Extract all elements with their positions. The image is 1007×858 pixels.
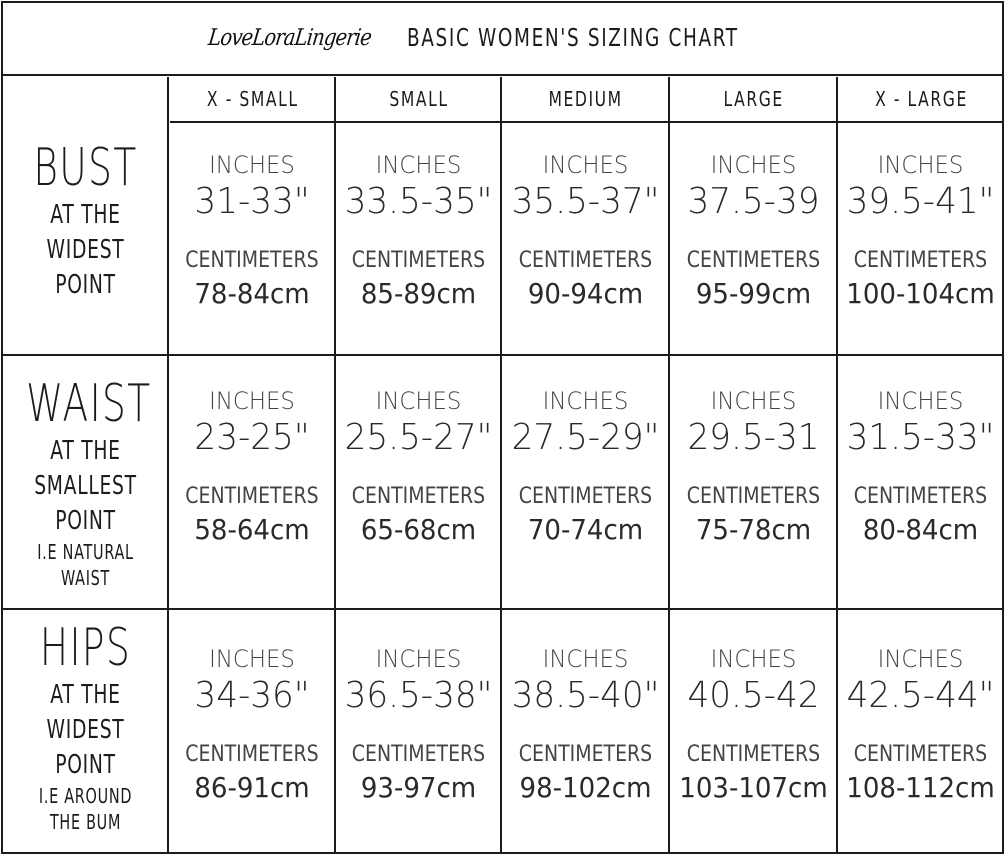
row-name: BUST — [33, 138, 138, 198]
size-cell — [838, 386, 1003, 548]
inches-value: 31-33" — [194, 181, 310, 222]
centimeters-value: 86-91cm — [194, 771, 310, 804]
centimeters-label: CENTIMETERS — [686, 248, 821, 273]
inches-value: 33.5-35" — [344, 181, 493, 222]
centimeters-label: CENTIMETERS — [185, 742, 319, 767]
size-cell — [502, 386, 669, 548]
size-cell — [169, 150, 335, 312]
row-desc: AT THE — [50, 200, 121, 230]
inches-label: INCHES — [375, 645, 462, 673]
row-desc: AT THE — [50, 680, 121, 710]
inches-value: 38.5-40" — [511, 675, 660, 716]
row-note: I.E NATURAL — [37, 540, 134, 564]
row-desc: AT THE — [50, 436, 121, 466]
inches-value: 35.5-37" — [511, 181, 660, 222]
row-desc: POINT — [55, 750, 116, 780]
inches-value: 42.5-44" — [846, 675, 995, 716]
centimeters-label: CENTIMETERS — [686, 742, 821, 767]
row-note: I.E AROUND — [38, 784, 133, 808]
chart-title: BASIC WOMEN'S SIZING CHART — [406, 23, 739, 52]
inches-label: INCHES — [710, 387, 797, 415]
inches-value: 25.5-27" — [344, 417, 493, 458]
centimeters-value: 70-74cm — [527, 513, 644, 546]
centimeters-value: 78-84cm — [194, 277, 310, 310]
size-cell — [336, 386, 501, 548]
centimeters-value: 93-97cm — [360, 771, 477, 804]
inches-label: INCHES — [877, 645, 964, 673]
row-note: THE BUM — [49, 810, 122, 834]
centimeters-value: 95-99cm — [695, 277, 812, 310]
row-label-bust — [3, 138, 168, 303]
inches-value: 29.5-31 — [687, 417, 820, 458]
inches-value: 39.5-41" — [846, 181, 995, 222]
inches-value: 34-36" — [194, 675, 310, 716]
title-row — [1, 1, 1004, 76]
size-cell — [169, 644, 335, 806]
centimeters-value: 90-94cm — [527, 277, 644, 310]
centimeters-value: 75-78cm — [695, 513, 812, 546]
centimeters-value: 65-68cm — [360, 513, 477, 546]
centimeters-label: CENTIMETERS — [853, 742, 988, 767]
centimeters-label: CENTIMETERS — [351, 484, 486, 509]
size-cell — [670, 150, 837, 312]
row-label-waist — [3, 374, 168, 591]
row-desc: WIDEST — [46, 235, 125, 265]
centimeters-value: 100-104cm — [846, 277, 995, 310]
size-cell — [670, 644, 837, 806]
inches-value: 31.5-33" — [846, 417, 995, 458]
centimeters-value: 103-107cm — [679, 771, 828, 804]
row-note: WAIST — [60, 566, 111, 590]
row-desc: POINT — [55, 270, 116, 300]
inches-label: INCHES — [209, 387, 295, 415]
size-cell — [169, 386, 335, 548]
size-cell — [502, 644, 669, 806]
size-cell — [336, 644, 501, 806]
brand-logo: LoveLoraLingerie — [206, 24, 373, 51]
inches-value: 27.5-29" — [511, 417, 660, 458]
row-desc: WIDEST — [46, 715, 125, 745]
centimeters-label: CENTIMETERS — [351, 742, 486, 767]
inches-label: INCHES — [542, 151, 629, 179]
size-header-large: LARGE — [670, 77, 838, 123]
inches-value: 23-25" — [194, 417, 310, 458]
centimeters-value: 108-112cm — [846, 771, 995, 804]
centimeters-value: 80-84cm — [862, 513, 979, 546]
size-header-xsmall: X - SMALL — [170, 77, 336, 123]
size-header-small: SMALL — [336, 77, 502, 123]
inches-value: 40.5-42 — [687, 675, 820, 716]
row-name: WAIST — [26, 374, 152, 434]
row-label-hips — [3, 618, 168, 835]
size-cell — [838, 644, 1003, 806]
inches-label: INCHES — [375, 151, 462, 179]
centimeters-label: CENTIMETERS — [518, 248, 653, 273]
centimeters-value: 58-64cm — [194, 513, 310, 546]
inches-label: INCHES — [375, 387, 462, 415]
centimeters-label: CENTIMETERS — [518, 484, 653, 509]
centimeters-label: CENTIMETERS — [518, 742, 653, 767]
centimeters-label: CENTIMETERS — [185, 484, 319, 509]
inches-label: INCHES — [710, 151, 797, 179]
size-header-medium: MEDIUM — [502, 77, 670, 123]
inches-label: INCHES — [542, 387, 629, 415]
inches-label: INCHES — [877, 151, 964, 179]
inches-label: INCHES — [209, 151, 295, 179]
centimeters-label: CENTIMETERS — [686, 484, 821, 509]
centimeters-value: 85-89cm — [360, 277, 477, 310]
inches-label: INCHES — [710, 645, 797, 673]
centimeters-label: CENTIMETERS — [185, 248, 319, 273]
row-name: HIPS — [39, 618, 132, 678]
size-header-xlarge: X - LARGE — [838, 77, 1004, 123]
size-cell — [670, 386, 837, 548]
centimeters-value: 98-102cm — [519, 771, 652, 804]
centimeters-label: CENTIMETERS — [853, 248, 988, 273]
inches-value: 36.5-38" — [344, 675, 493, 716]
size-cell — [502, 150, 669, 312]
size-cell — [336, 150, 501, 312]
grid-line — [1, 354, 1004, 356]
size-cell — [838, 150, 1003, 312]
inches-label: INCHES — [209, 645, 295, 673]
grid-line — [1, 608, 1004, 610]
inches-value: 37.5-39 — [687, 181, 820, 222]
inches-label: INCHES — [542, 645, 629, 673]
inches-label: INCHES — [877, 387, 964, 415]
centimeters-label: CENTIMETERS — [853, 484, 988, 509]
row-desc: SMALLEST — [34, 471, 137, 501]
centimeters-label: CENTIMETERS — [351, 248, 486, 273]
row-desc: POINT — [55, 506, 116, 536]
